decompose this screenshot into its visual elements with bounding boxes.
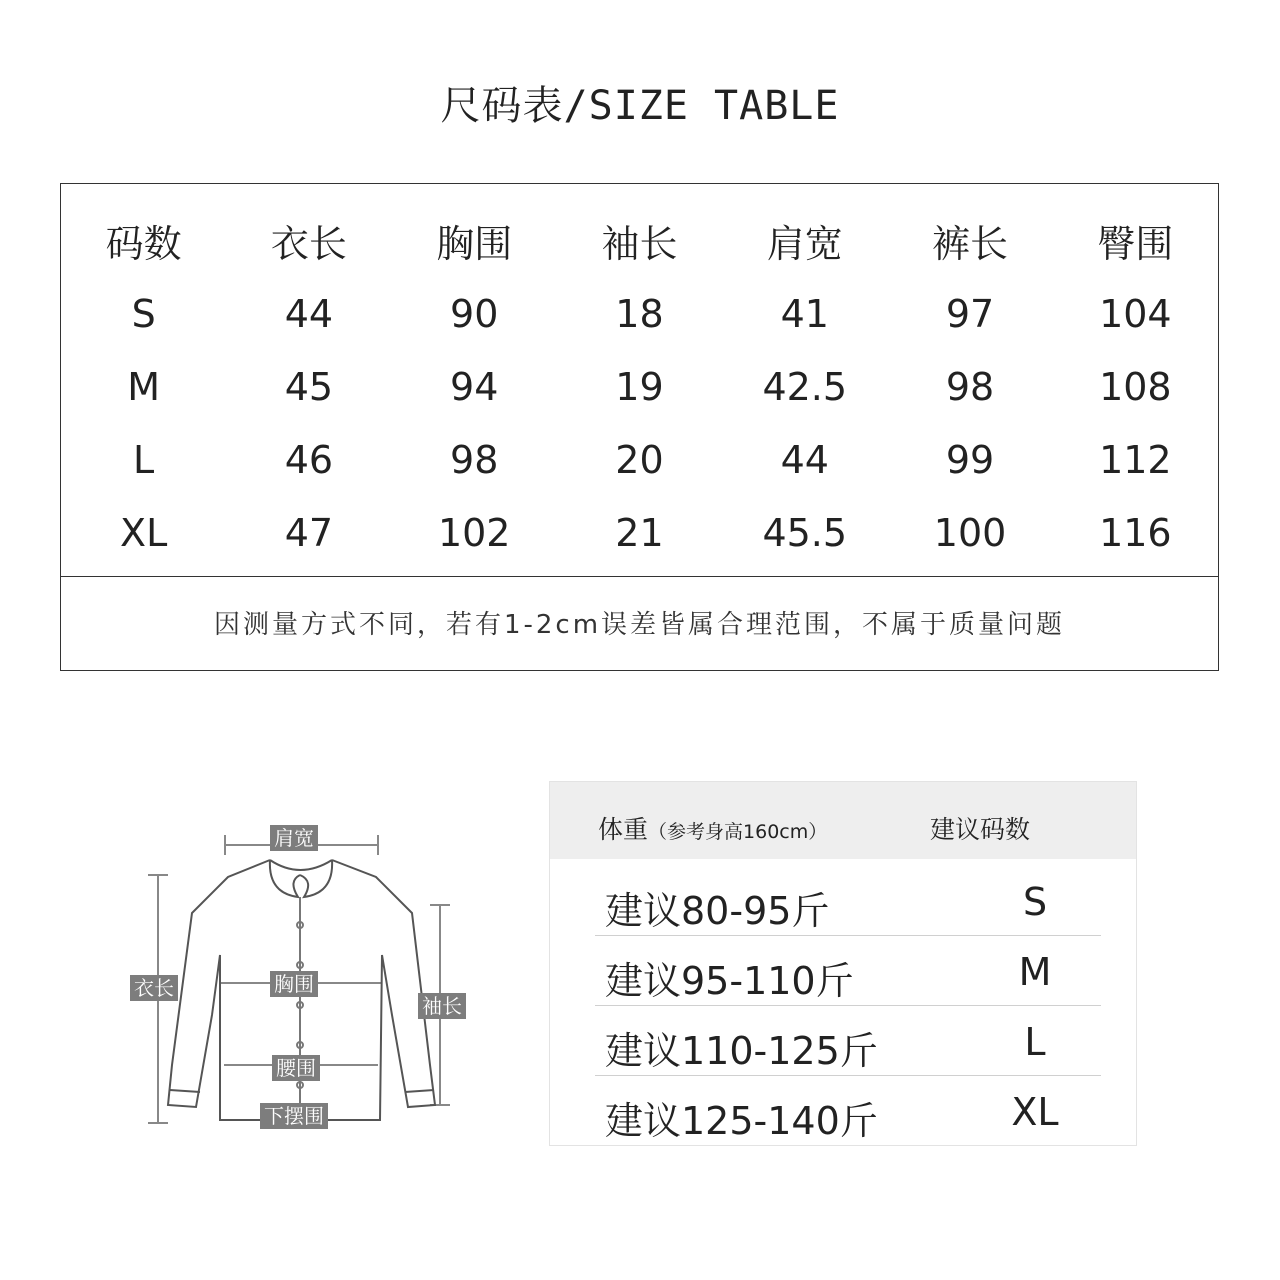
cell-hip: 108 — [1099, 364, 1172, 409]
list-item — [595, 1006, 1101, 1076]
cell-pants-length: 98 — [945, 364, 995, 409]
size-table-header-row — [61, 204, 1218, 277]
weight-header — [598, 810, 827, 846]
measurement-note: 因测量方式不同，若有1-2cm误差皆属合理范围，不属于质量问题 — [213, 610, 1066, 640]
cell-length: 45 — [284, 364, 334, 409]
suggested-size: XL — [1011, 1090, 1059, 1134]
cell-chest: 102 — [437, 510, 511, 555]
size-table — [60, 183, 1219, 671]
suggested-size: S — [1022, 880, 1048, 924]
cell-hip: 112 — [1099, 437, 1172, 482]
cell-shoulder: 44 — [780, 437, 829, 482]
cell-pants-length: 100 — [933, 510, 1007, 555]
cell-size: S — [131, 291, 156, 336]
header-length: 衣长 — [270, 222, 347, 266]
cell-sleeve: 21 — [615, 510, 664, 555]
garment-diagram — [120, 815, 480, 1135]
cell-chest: 98 — [450, 437, 499, 482]
cell-sleeve: 18 — [615, 291, 664, 336]
header-size: 码数 — [105, 222, 182, 266]
page-title: 尺码表/SIZE TABLE — [440, 83, 840, 129]
cell-shoulder: 41 — [780, 291, 829, 336]
weight-range: 建议95-110斤 — [605, 959, 854, 1003]
cell-hip: 104 — [1099, 291, 1172, 336]
suggested-size: M — [1018, 950, 1052, 994]
cell-size: XL — [120, 510, 168, 555]
cell-pants-length: 97 — [945, 291, 995, 336]
cell-hip: 116 — [1099, 510, 1172, 555]
list-item — [595, 936, 1101, 1006]
length-label: 衣长 — [130, 975, 178, 1001]
weight-header-note: （参考身高160cm） — [648, 821, 828, 843]
size-grid — [61, 204, 1218, 569]
cell-chest: 90 — [450, 291, 499, 336]
table-row — [61, 350, 1218, 423]
shoulder-label: 肩宽 — [270, 825, 318, 851]
cell-size: M — [127, 364, 161, 409]
header-pants-length: 裤长 — [932, 222, 1009, 266]
suggested-size: L — [1024, 1020, 1046, 1064]
header-shoulder: 肩宽 — [766, 222, 843, 266]
suggested-size-header: 建议码数 — [930, 815, 1031, 844]
cell-length: 46 — [284, 437, 334, 482]
cell-size: L — [133, 437, 155, 482]
sleeve-label: 袖长 — [418, 993, 466, 1019]
header-sleeve: 袖长 — [601, 222, 678, 266]
table-row — [61, 423, 1218, 496]
table-row — [61, 496, 1218, 569]
cell-pants-length: 99 — [945, 437, 995, 482]
cell-shoulder: 45.5 — [762, 510, 848, 555]
list-item — [595, 866, 1101, 936]
weight-header-label: 体重 — [598, 815, 649, 844]
table-divider — [61, 576, 1218, 577]
list-item — [595, 1076, 1101, 1146]
table-row — [61, 277, 1218, 350]
weight-size-table — [549, 781, 1137, 1146]
weight-range: 建议125-140斤 — [605, 1099, 878, 1143]
cell-sleeve: 20 — [615, 437, 664, 482]
chest-label: 胸围 — [270, 971, 318, 997]
cell-length: 47 — [284, 510, 334, 555]
cell-shoulder: 42.5 — [762, 364, 848, 409]
header-chest: 胸围 — [436, 222, 513, 266]
weight-range: 建议80-95斤 — [605, 889, 830, 933]
cell-length: 44 — [284, 291, 334, 336]
waist-label: 腰围 — [272, 1055, 320, 1081]
header-hip: 臀围 — [1097, 222, 1174, 266]
hem-label: 下摆围 — [260, 1103, 328, 1129]
cell-chest: 94 — [450, 364, 499, 409]
cell-sleeve: 19 — [615, 364, 664, 409]
weight-table-header — [550, 782, 1136, 859]
weight-range: 建议110-125斤 — [605, 1029, 878, 1073]
